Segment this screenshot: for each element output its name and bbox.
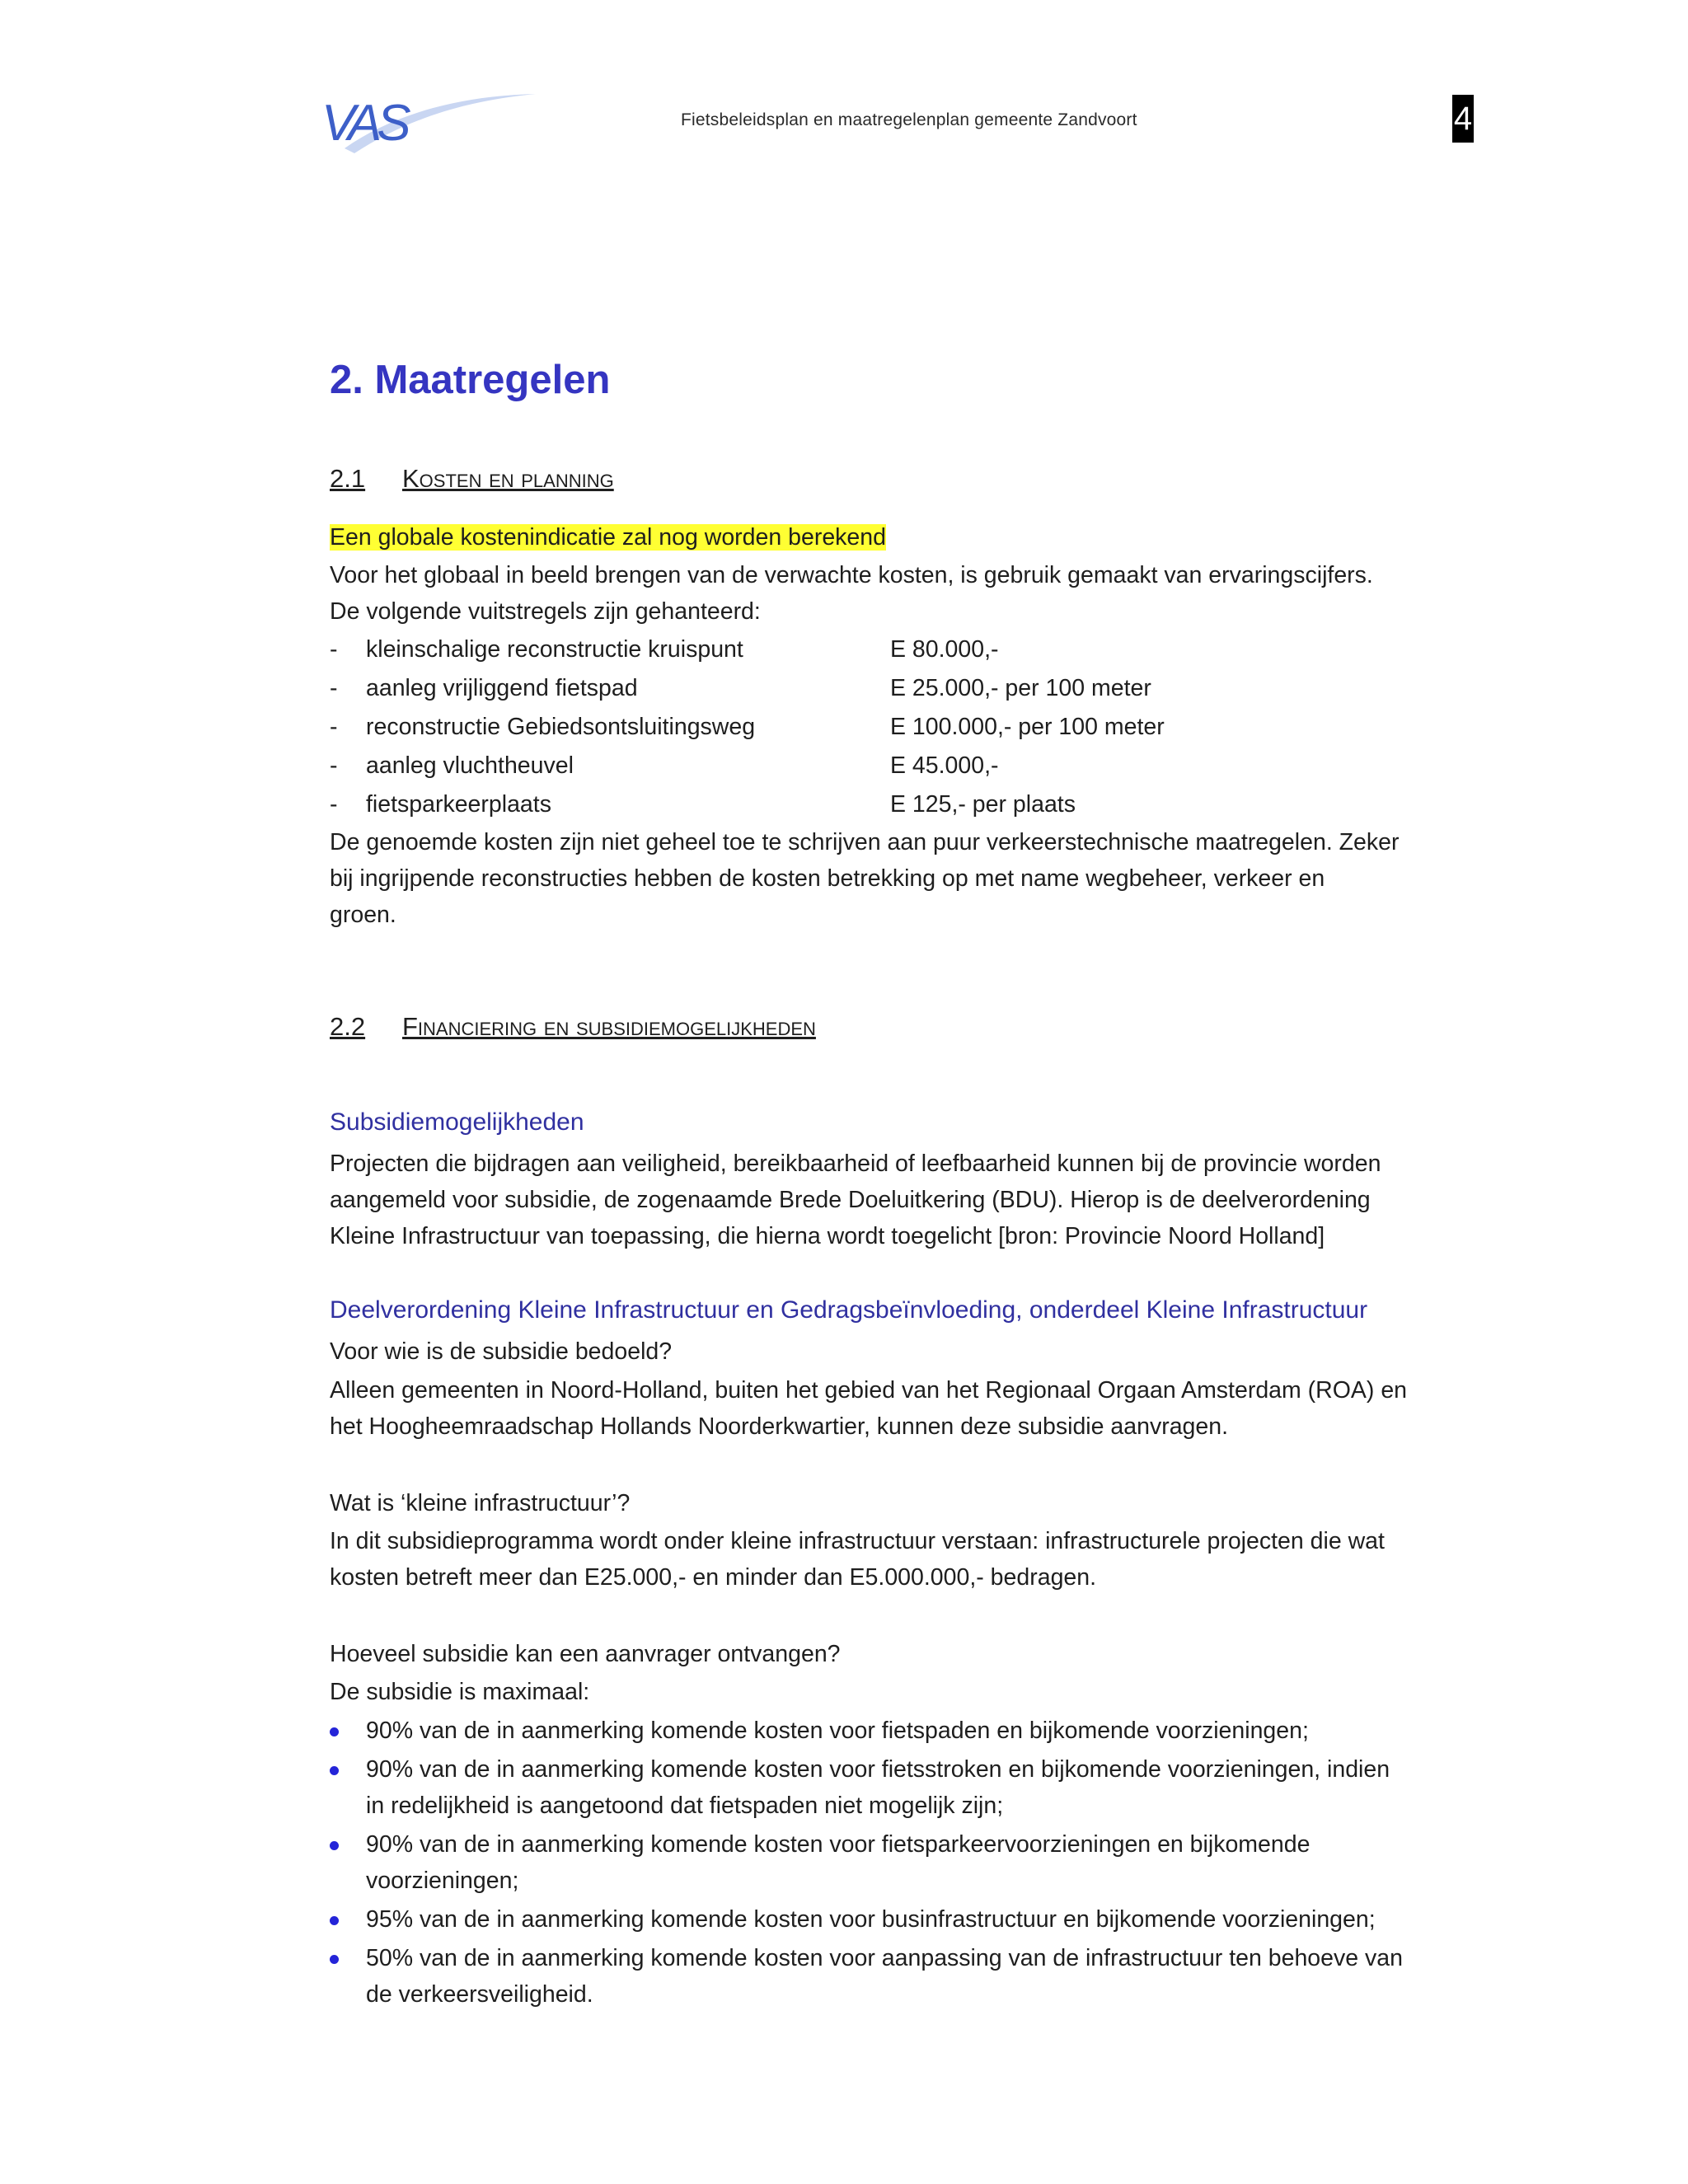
logo-text: VAS bbox=[321, 95, 406, 152]
cost-value: E 25.000,- per 100 meter bbox=[890, 675, 1151, 701]
cost-item: reconstructie Gebiedsontsluitingsweg bbox=[366, 714, 756, 740]
section-title: Financiering en subsidiemogelijkheden bbox=[402, 1012, 816, 1041]
cost-value: E 100.000,- per 100 meter bbox=[890, 714, 1165, 740]
question: Hoeveel subsidie kan een aanvrager ontvangen? bbox=[330, 1641, 841, 1667]
cost-value: E 45.000,- bbox=[890, 752, 999, 779]
intro-line: De volgende vuitstregels zijn gehanteerd: bbox=[330, 598, 761, 625]
header-title: Fietsbeleidsplan en maatregelenplan gemeente Zandvoort bbox=[681, 110, 1137, 129]
subheading-subsidiemogelijkheden: Subsidiemogelijkheden bbox=[330, 1108, 584, 1136]
dash: - bbox=[330, 636, 338, 663]
paragraph-line: Projecten die bijdragen aan veiligheid, bereikbaarheid of leefbaarheid kunnen bij de provincie worden bbox=[330, 1151, 1381, 1177]
highlight-note bbox=[330, 519, 886, 555]
bullet-icon bbox=[330, 1766, 339, 1775]
question: Wat is ‘kleine infrastructuur’? bbox=[330, 1490, 631, 1516]
bullet-text: voorzieningen; bbox=[366, 1868, 519, 1894]
answer-line: In dit subsidieprogramma wordt onder kleine infrastructuur verstaan: infrastructurele projecten die wat bbox=[330, 1528, 1385, 1554]
bullet-text: 90% van de in aanmerking komende kosten voor fietspaden en bijkomende voorzieningen; bbox=[366, 1718, 1309, 1744]
cost-value: E 80.000,- bbox=[890, 636, 999, 663]
vas-logo bbox=[320, 89, 538, 159]
answer-intro: De subsidie is maximaal: bbox=[330, 1679, 590, 1705]
bullet-text: 95% van de in aanmerking komende kosten voor businfrastructuur en bijkomende voorzieningen; bbox=[366, 1906, 1376, 1933]
cost-item: fietsparkeerplaats bbox=[366, 791, 551, 818]
bullet-text: 90% van de in aanmerking komende kosten voor fietsparkeervoorzieningen en bijkomende bbox=[366, 1831, 1311, 1858]
bullet-icon bbox=[330, 1955, 339, 1964]
dash: - bbox=[330, 714, 338, 740]
subheading-deelverordening: Deelverordening Kleine Infrastructuur en Gedragsbeïnvloeding, onderdeel Kleine Infrastructuur bbox=[330, 1296, 1368, 1324]
bullet-text: 50% van de in aanmerking komende kosten voor aanpassing van de infrastructuur ten behoeve van bbox=[366, 1945, 1403, 1971]
section-number: 2.2 bbox=[330, 1012, 366, 1041]
paragraph-line: Kleine Infrastructuur van toepassing, die hierna wordt toegelicht [bron: Provincie Noord Holland] bbox=[330, 1223, 1325, 1249]
answer-line: Alleen gemeenten in Noord-Holland, buiten het gebied van het Regionaal Orgaan Amsterdam (ROA) en bbox=[330, 1377, 1408, 1404]
question: Voor wie is de subsidie bedoeld? bbox=[330, 1338, 673, 1365]
chapter-title: 2. Maatregelen bbox=[330, 358, 611, 402]
bullet-text: in redelijkheid is aangetoond dat fietspaden niet mogelijk zijn; bbox=[366, 1793, 1004, 1819]
section-number: 2.1 bbox=[330, 464, 366, 493]
section-heading-2-2 bbox=[330, 1012, 816, 1042]
answer-line: het Hoogheemraadschap Hollands Noorderkwartier, kunnen deze subsidie aanvragen. bbox=[330, 1413, 1229, 1440]
bullet-icon bbox=[330, 1841, 339, 1850]
cost-value: E 125,- per plaats bbox=[890, 791, 1076, 818]
section-heading-2-1 bbox=[330, 464, 614, 494]
cost-item: kleinschalige reconstructie kruispunt bbox=[366, 636, 743, 663]
bullet-icon bbox=[330, 1916, 339, 1925]
dash: - bbox=[330, 791, 338, 818]
cost-item: aanleg vrijliggend fietspad bbox=[366, 675, 638, 701]
highlighted-text: Een globale kostenindicatie zal nog worden berekend bbox=[330, 524, 886, 551]
bullet-text: 90% van de in aanmerking komende kosten voor fietsstroken en bijkomende voorzieningen, indien bbox=[366, 1756, 1390, 1783]
page-number: 4 bbox=[1452, 95, 1474, 143]
closing-line: De genoemde kosten zijn niet geheel toe te schrijven aan puur verkeerstechnische maatregelen. Zeker bbox=[330, 829, 1400, 855]
bullet-icon bbox=[330, 1727, 339, 1736]
paragraph-line: aangemeld voor subsidie, de zogenaamde Brede Doeluitkering (BDU). Hierop is de deelverordening bbox=[330, 1187, 1371, 1213]
intro-line: Voor het globaal in beeld brengen van de verwachte kosten, is gebruik gemaakt van ervaringscijfers. bbox=[330, 562, 1373, 588]
closing-line: bij ingrijpende reconstructies hebben de kosten betrekking op met name wegbeheer, verkeer en bbox=[330, 865, 1325, 892]
answer-line: kosten betreft meer dan E25.000,- en minder dan E5.000.000,- bedragen. bbox=[330, 1564, 1097, 1591]
closing-line: groen. bbox=[330, 902, 396, 928]
dash: - bbox=[330, 675, 338, 701]
bullet-text: de verkeersveiligheid. bbox=[366, 1981, 593, 2008]
cost-item: aanleg vluchtheuvel bbox=[366, 752, 574, 779]
section-title: Kosten en planning bbox=[402, 464, 614, 493]
dash: - bbox=[330, 752, 338, 779]
